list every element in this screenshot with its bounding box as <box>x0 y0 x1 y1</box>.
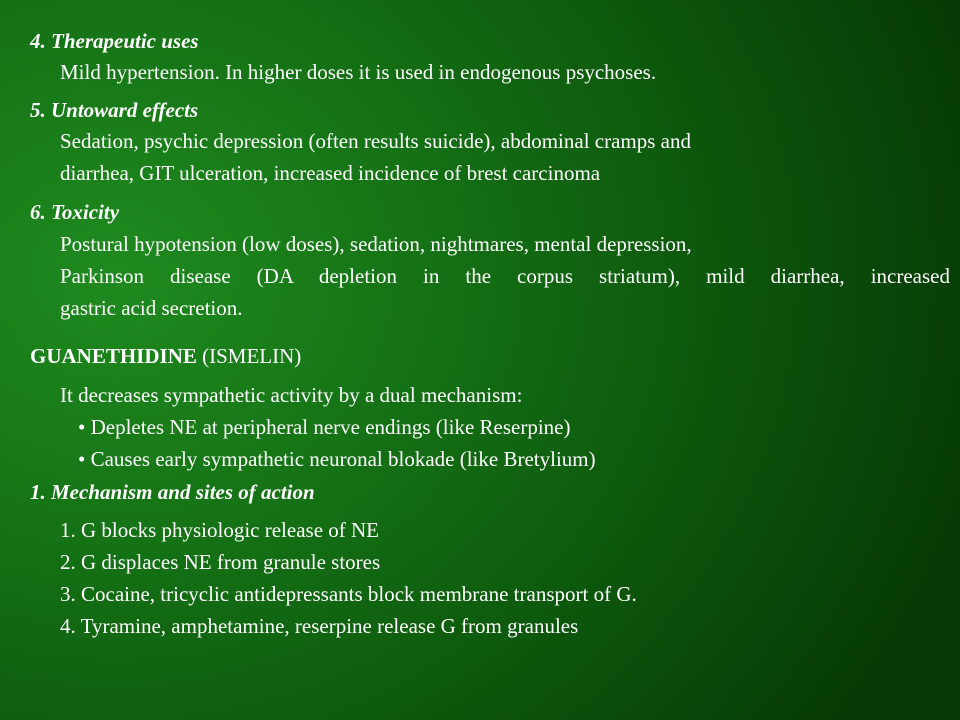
mechanism-item-3: 3. Cocaine, tricyclic antidepressants block membrane transport of G. <box>60 582 637 606</box>
toxicity-line-2: Parkinson disease (DA depletion in the corpus striatum), mild diarrhea, increased <box>60 264 950 288</box>
mechanism-item-1: 1. G blocks physiologic release of NE <box>60 518 380 542</box>
mechanism-item-2: 2. G displaces NE from granule stores <box>60 550 381 574</box>
guanethidine-heading <box>30 341 301 372</box>
guanethidine-alias: (ISMELIN) <box>196 344 302 368</box>
toxicity-line-3: gastric acid secretion. <box>60 296 243 320</box>
untoward-effects-line-2: diarrhea, GIT ulceration, increased incidence of brest carcinoma <box>60 161 601 185</box>
therapeutic-uses-heading: 4. Therapeutic uses <box>30 29 199 53</box>
untoward-effects-heading: 5. Untoward effects <box>30 98 199 122</box>
guanethidine-intro: It decreases sympathetic activity by a dual mechanism: <box>60 383 523 407</box>
guanethidine-bullet-2: • Causes early sympathetic neuronal blokade (like Bretylium) <box>78 447 596 471</box>
mechanism-item-4: 4. Tyramine, amphetamine, reserpine release G from granules <box>60 614 579 638</box>
mechanism-heading: 1. Mechanism and sites of action <box>30 480 315 504</box>
guanethidine-name: GUANETHIDINE <box>30 344 197 368</box>
therapeutic-uses-text: Mild hypertension. In higher doses it is used in endogenous psychoses. <box>60 60 657 84</box>
toxicity-line-1: Postural hypotension (low doses), sedation, nightmares, mental depression, <box>60 232 692 256</box>
toxicity-heading: 6. Toxicity <box>30 200 120 224</box>
untoward-effects-line-1: Sedation, psychic depression (often results suicide), abdominal cramps and <box>60 129 692 153</box>
guanethidine-bullet-1: • Depletes NE at peripheral nerve endings (like Reserpine) <box>78 415 571 439</box>
